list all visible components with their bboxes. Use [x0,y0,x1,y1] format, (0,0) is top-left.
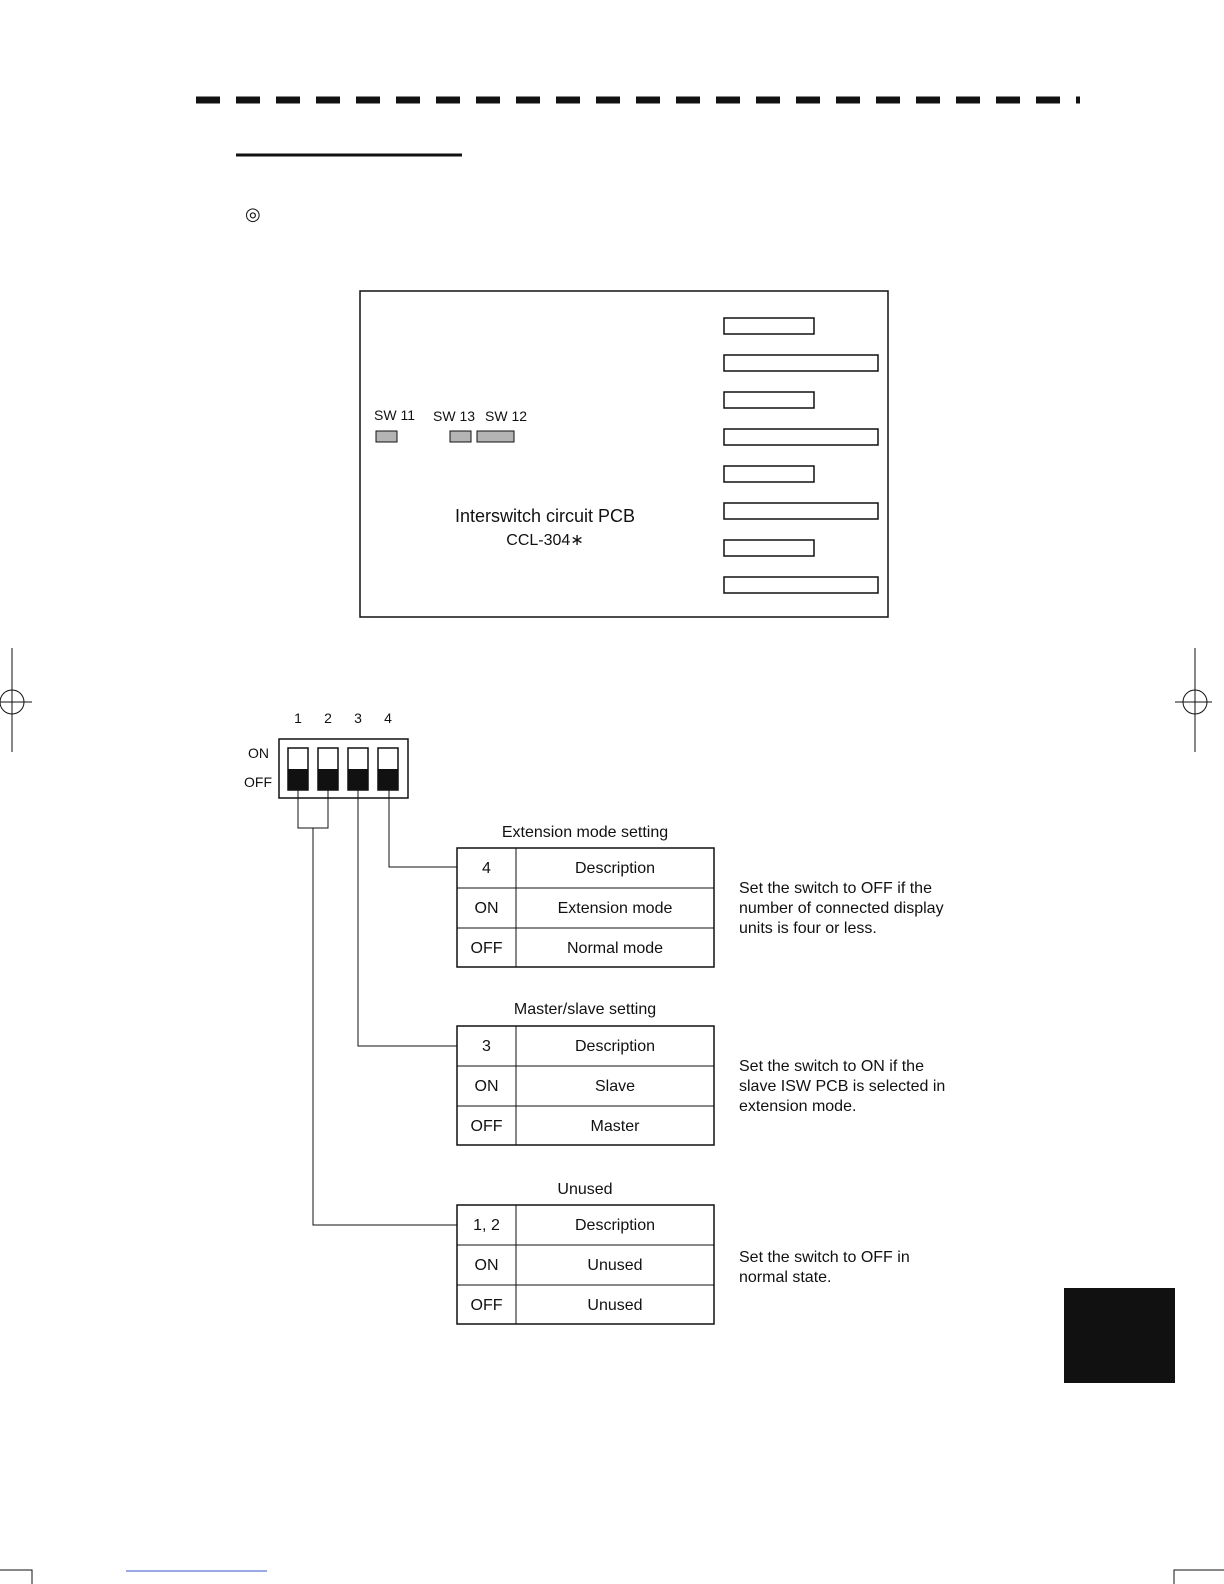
table-cell-off: OFF [470,1297,503,1314]
table-cell-on-description: Extension mode [557,900,673,917]
sw13-switch [450,431,471,442]
table-cell-on-description: Slave [594,1078,636,1095]
sw13-label: SW 13 [433,408,476,424]
table-cell-on: ON [474,1257,499,1274]
dip-off-label: OFF [244,774,272,790]
pcb-connectors [724,318,878,593]
table-cell-off-description: Master [590,1118,640,1135]
pcb-title: Interswitch circuit PCB [454,506,636,526]
note-line: Set the switch to OFF in [739,1249,910,1266]
note-line: number of connected display [739,900,944,917]
table-unused [457,1181,910,1324]
table-header-description: Description [574,1217,656,1234]
connector-1 [724,318,814,334]
dip-number-3: 3 [354,710,362,726]
table-cell-on-description: Unused [587,1257,643,1274]
table-title: Unused [557,1181,613,1198]
table-extension-mode [457,824,944,967]
pcb-board [360,291,888,617]
sw12-switch [477,431,514,442]
table-header-switch: 1, 2 [473,1217,500,1234]
table-header-switch: 3 [482,1038,491,1055]
note-line: Set the switch to ON if the [739,1058,924,1075]
dip-toggle-2 [318,748,338,790]
dip-toggle-1 [288,748,308,790]
connector-6 [724,503,878,519]
table-cell-off-description: Unused [587,1297,643,1314]
dip-number-2: 2 [324,710,332,726]
dip-switch [244,710,408,798]
leader-lines [298,790,457,1225]
table-title: Extension mode setting [501,824,669,841]
connector-2 [724,355,878,371]
connector-7 [724,540,814,556]
table-header-description: Description [574,860,656,877]
pcb-outline [360,291,888,617]
dip-on-label: ON [248,745,269,761]
table-cell-off: OFF [470,1118,503,1135]
note-line: Set the switch to OFF if the [739,880,932,897]
dip-toggle-4 [378,748,398,790]
dip-number-4: 4 [384,710,392,726]
connector-5 [724,466,814,482]
note-line: extension mode. [739,1098,857,1115]
leader-switch-4 [389,790,457,867]
sw11-switch [376,431,397,442]
table-cell-off-description: Normal mode [566,940,664,957]
note-line: slave ISW PCB is selected in [739,1078,946,1095]
table-cell-off: OFF [470,940,503,957]
crop-marks [0,648,1224,1584]
note-line: units is four or less. [739,920,877,937]
connector-8 [724,577,878,593]
table-master-slave [457,1001,945,1145]
note-line: normal state. [739,1269,832,1286]
dip-number-1: 1 [294,710,302,726]
bullet-icon: ◎ [245,204,261,224]
leader-switch-1-2-bracket [298,790,328,828]
table-header-description: Description [574,1038,656,1055]
connector-4 [724,429,878,445]
table-title: Master/slave setting [513,1001,657,1018]
leader-switch-3 [358,790,457,1046]
chapter-tab [1064,1288,1175,1383]
pcb-model: CCL-304∗ [506,532,584,549]
sw11-label: SW 11 [374,407,415,423]
connector-3 [724,392,814,408]
table-cell-on: ON [474,1078,499,1095]
table-header-switch: 4 [482,860,491,877]
leader-switch-1-2 [313,828,457,1225]
sw12-label: SW 12 [485,408,528,424]
table-cell-on: ON [474,900,499,917]
dip-toggle-3 [348,748,368,790]
